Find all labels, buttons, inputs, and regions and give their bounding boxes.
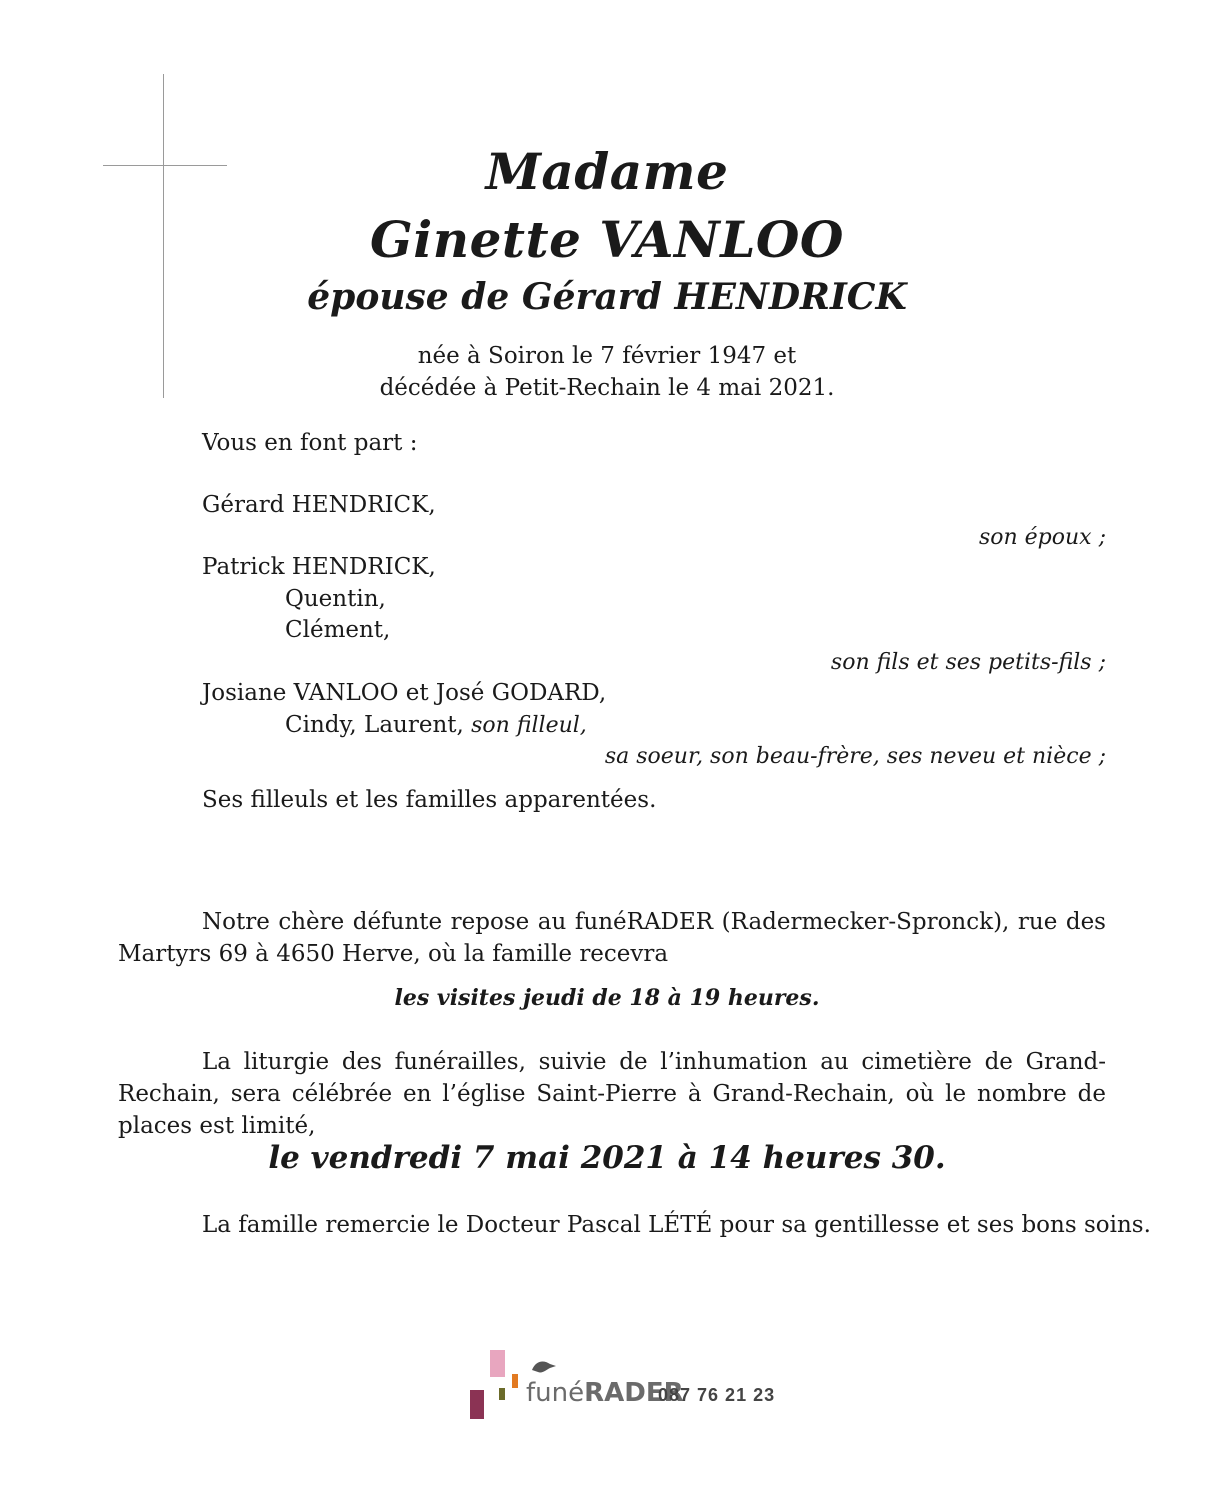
family-spouse-name: Gérard HENDRICK, [202, 492, 436, 518]
family-nephews [285, 712, 587, 738]
logo-olive-block [499, 1388, 505, 1400]
funeral-date: le vendredi 7 mai 2021 à 14 heures 30. [268, 1140, 946, 1176]
deceased-name: Ginette VANLOO [370, 210, 844, 269]
spouse-line: épouse de Gérard HENDRICK [307, 276, 907, 318]
family-grandchild-2: Clément, [285, 617, 391, 643]
repose-text: Notre chère défunte repose au funéRADER (Radermecker-Spronck), rue des Martyrs 69 à 4650 Herve, où la famille recevra [118, 909, 1106, 967]
bird-icon [532, 1362, 556, 1373]
family-grandchild-1: Quentin, [285, 586, 386, 612]
thanks-line: La famille remercie le Docteur Pascal LÉTÉ pour sa gentillesse et ses bons soins. [202, 1212, 1151, 1238]
title-madame: Madame [485, 142, 729, 201]
family-godson-note: son filleul, [471, 713, 587, 738]
family-sister-name: Josiane VANLOO et José GODARD, [202, 680, 607, 706]
family-son-name: Patrick HENDRICK, [202, 554, 436, 580]
phone-number: 087 76 21 23 [658, 1385, 776, 1405]
repose-paragraph [118, 906, 1106, 970]
family-nephews-names: Cindy, Laurent, [285, 712, 464, 738]
logo-text-bold: RADER [584, 1378, 684, 1408]
liturgy-paragraph [118, 1046, 1106, 1142]
death-line: décédée à Petit-Rechain le 4 mai 2021. [379, 375, 835, 401]
logo-text-light: funé [526, 1378, 585, 1408]
family-son-relation: son fils et ses petits-fils ; [830, 650, 1106, 675]
liturgy-text: La liturgie des funérailles, suivie de l’inhumation au cimetière de Grand-Rechain, sera célébrée en l’église Saint-Pierre à Grand-Rechain, où le nombre de places est limité, [118, 1049, 1106, 1139]
birth-line: née à Soiron le 7 février 1947 et [417, 343, 797, 369]
birth-death-dates [0, 340, 1214, 404]
family-others: Ses filleuls et les familles apparentées. [202, 787, 657, 813]
logo-pink-block [490, 1350, 505, 1377]
family-intro: Vous en font part : [202, 430, 418, 456]
family-spouse-relation: son époux ; [978, 525, 1106, 550]
visits-line: les visites jeudi de 18 à 19 heures. [394, 985, 820, 1011]
logo-orange-block [512, 1374, 518, 1388]
family-sister-relation: sa soeur, son beau-frère, ses neveu et nièce ; [604, 744, 1106, 769]
logo-burgundy-block [470, 1390, 484, 1419]
